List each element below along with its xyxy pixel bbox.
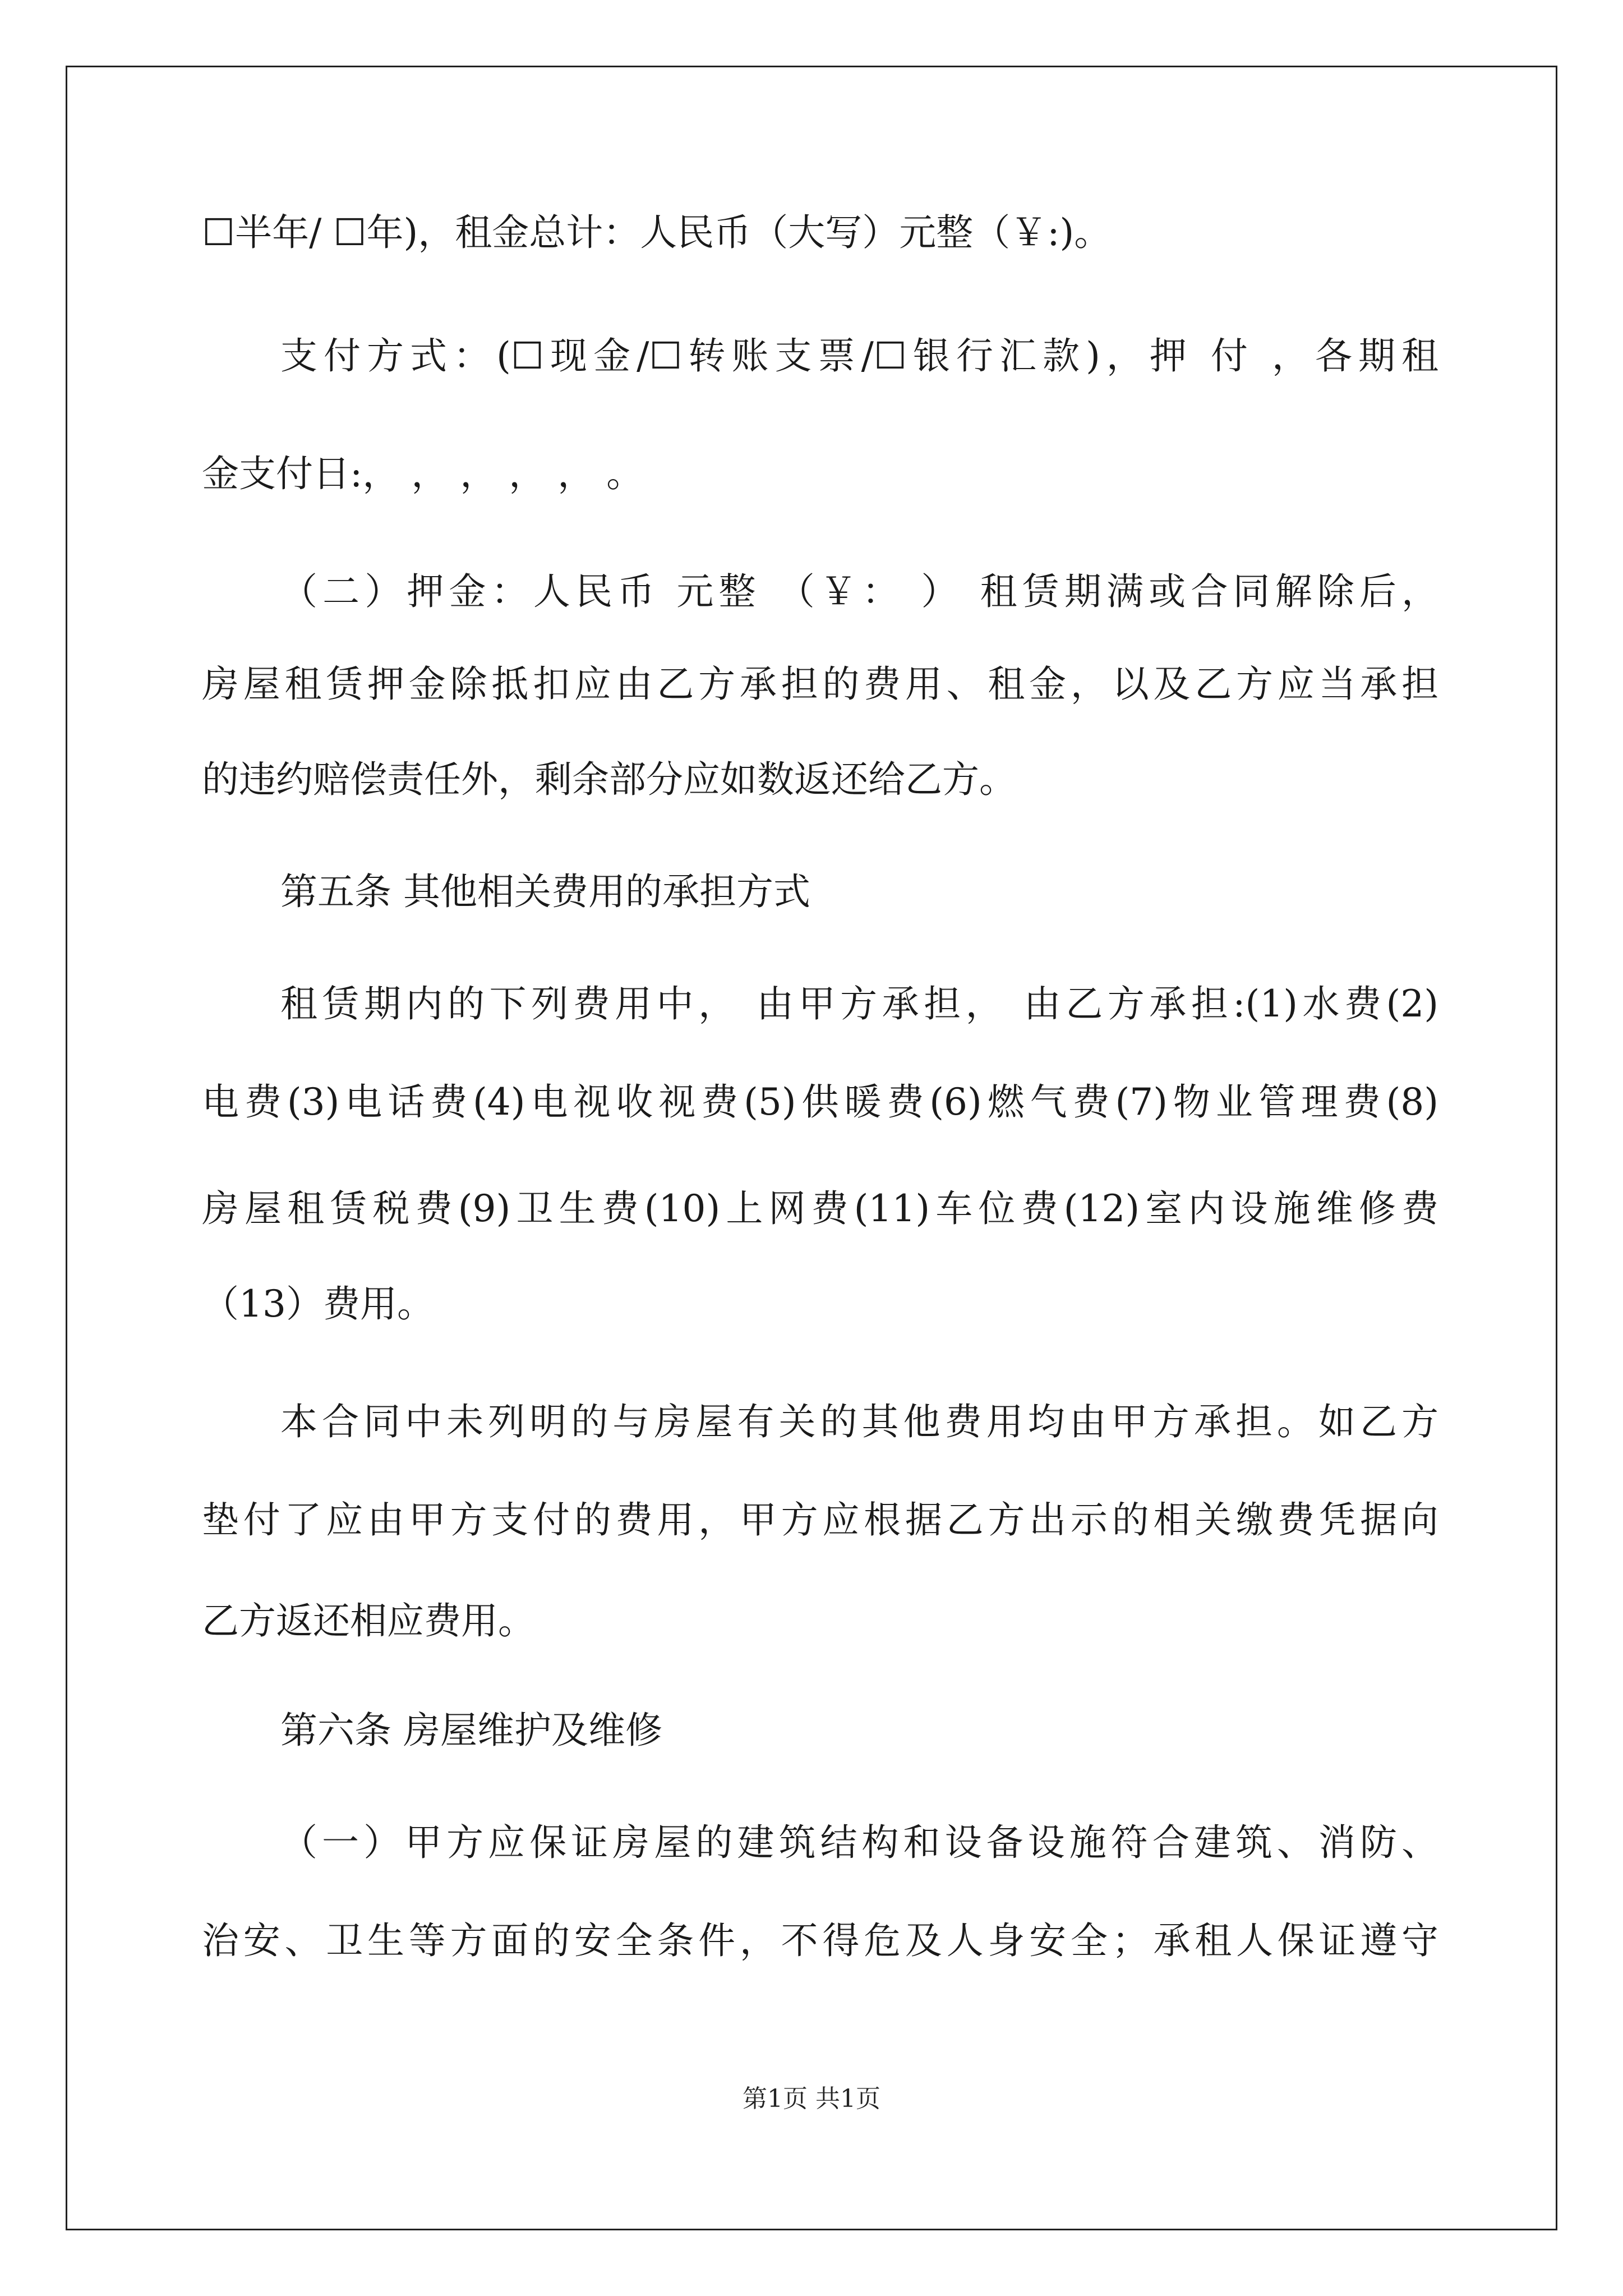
section-heading: 第五条 其他相关费用的承担方式 — [280, 870, 810, 913]
text-line: （二）押金：人民币 元整 （￥： ） 租赁期满或合同解除后， — [280, 570, 1438, 613]
page-border — [66, 66, 1557, 2230]
page-footer: 第1页 共1页 — [743, 2085, 880, 2113]
text-line: 治安、卫生等方面的安全条件，不得危及人身安全；承租人保证遵守 — [202, 1919, 1438, 1962]
text-line: 支付方式：(☐现金/☐转账支票/☐银行汇款)，押 付 ，各期租 — [280, 334, 1438, 378]
text-line: 垫付了应由甲方支付的费用，甲方应根据乙方出示的相关缴费凭据向 — [202, 1498, 1438, 1542]
text-line: 乙方返还相应费用。 — [202, 1599, 535, 1642]
text-line: 金支付日:， ， ， ， ， 。 — [202, 452, 644, 495]
text-line: 的违约赔偿责任外，剩余部分应如数返还给乙方。 — [202, 758, 1016, 801]
text-line: 房屋租赁税费(9)卫生费(10)上网费(11)车位费(12)室内设施维修费 — [202, 1187, 1438, 1230]
section-heading: 第六条 房屋维护及维修 — [280, 1709, 662, 1752]
text-line: 本合同中未列明的与房屋有关的其他费用均由甲方承担。如乙方 — [280, 1400, 1438, 1443]
text-line: 房屋租赁押金除抵扣应由乙方承担的费用、租金，以及乙方应当承担 — [202, 662, 1438, 706]
text-line: （一）甲方应保证房屋的建筑结构和设备设施符合建筑、消防、 — [280, 1821, 1438, 1864]
text-line: （13）费用。 — [202, 1282, 434, 1326]
text-line: 租赁期内的下列费用中， 由甲方承担， 由乙方承担:(1)水费(2) — [280, 982, 1438, 1025]
text-line: ☐半年/ ☐年)，租金总计：人民币（大写）元整（￥:)。 — [202, 211, 1112, 254]
text-line: 电费(3)电话费(4)电视收视费(5)供暖费(6)燃气费(7)物业管理费(8) — [202, 1080, 1438, 1124]
